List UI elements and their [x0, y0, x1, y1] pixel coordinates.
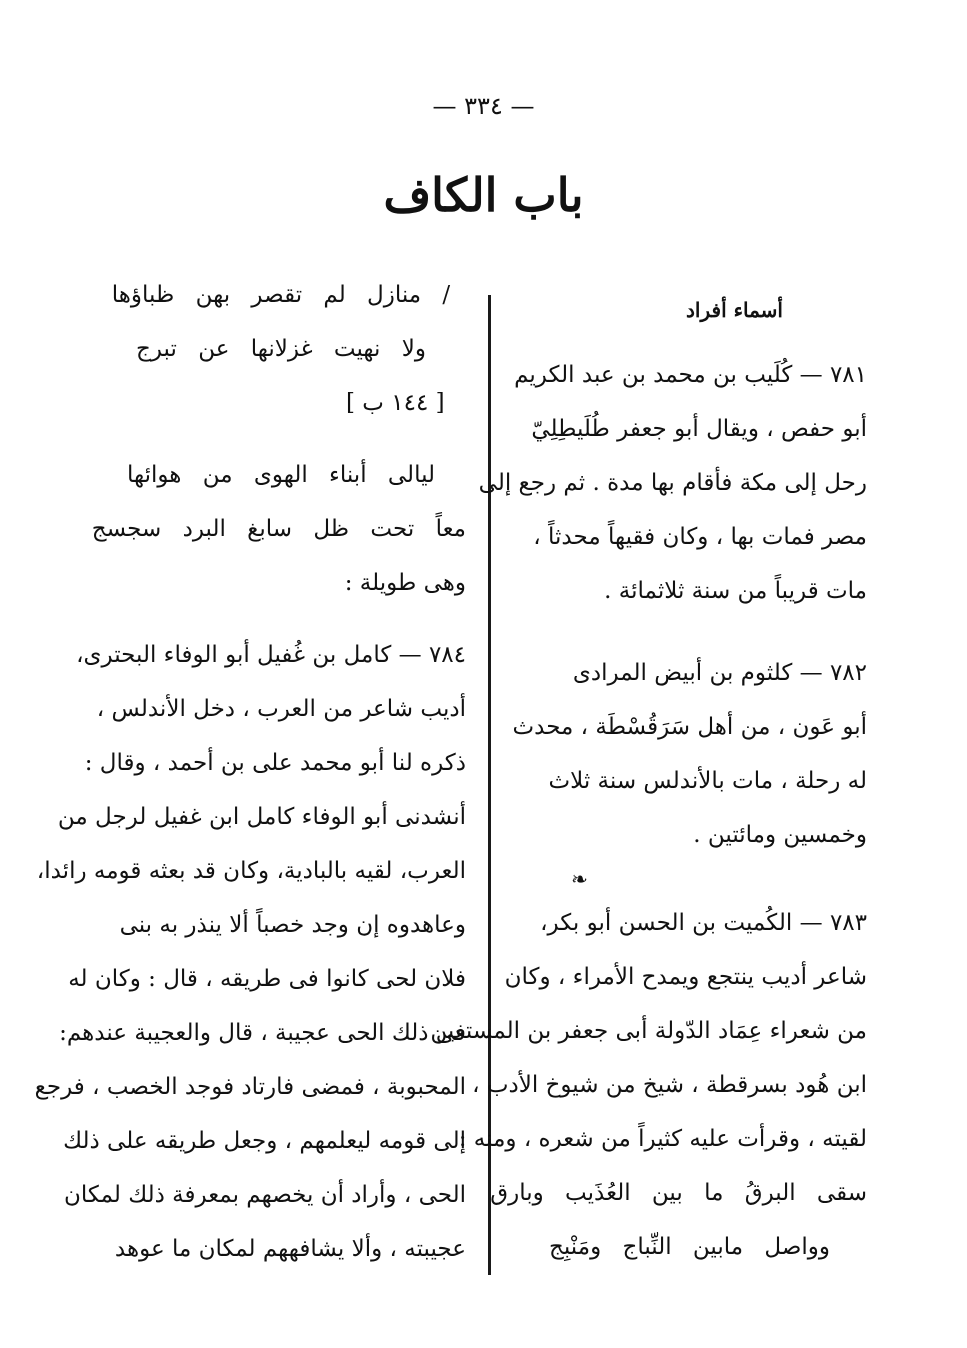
entry-784-line: وعاهدوه إن وجد خصباً ألا ينذر به بنى [119, 912, 466, 938]
entry-781-line: مات قريباً من سنة ثلاثمائة . [604, 578, 867, 604]
verse-line: سقى البرقُ ما بين العُذَيب وبارق [490, 1180, 867, 1206]
left-column [34, 268, 466, 1276]
page-number: — ٣٣٤ — [432, 92, 535, 120]
entry-784-line: الحى ، وأراد أن يخصهم بمعرفة ذلك لمكان [64, 1182, 466, 1208]
right-column [430, 290, 867, 1274]
ornament-icon: ❧ [571, 867, 588, 891]
verse-note: وهى طويلة : [344, 570, 466, 596]
entry-784-line: عجيبته ، وألا يشافههم لمكان ما عوهد [114, 1236, 466, 1262]
entry-784-line: أنشدنى أبو الوفاء كامل ابن غفيل لرجل من [57, 804, 466, 830]
entry-784-line: إلى قومه ليعلمهم ، وجعل طريقه على ذلك [63, 1128, 466, 1154]
entry-784-line: ذكره لنا أبو محمد على بن أحمد ، وقال : [84, 750, 466, 776]
entry-784-line: ٧٨٤ — كامل بن غُفيل أبو الوفاء البحترى، [76, 642, 466, 668]
verse-line: / منازل لم تقصر بهن ظباؤها [111, 282, 451, 308]
verse-line: ليالى أبناء الهوى من هوائها [126, 462, 436, 488]
entry-783-line: ٧٨٣ — الكُميت بن الحسن أبو بكر، [540, 910, 867, 936]
entry-781-line: أبو حفص ، ويقال أبو جعفر طُلَيطِلِيّ [531, 416, 867, 442]
entry-784-line: فى ذلك الحى عجيبة ، قال والعجيبة عندهم: [59, 1020, 466, 1046]
verse-line: ولا نهيت غزلانها عن تبرج [136, 336, 426, 362]
entry-783-line: لقيته ، وقرأت عليه كثيراً من شعره ، ومنه : [458, 1126, 867, 1152]
entry-783-line: من شعراء عِمَاد الدّولة أبى جعفر بن المستعين [430, 1018, 867, 1044]
section-heading: أسماء أفراد [686, 298, 783, 322]
entry-781-line: ٧٨١ — كُلَيب بن محمد بن عبد الكريم [514, 362, 867, 388]
entry-783-line: ابن هُود بسرقطة ، شيخ من شيوخ الأدب ، [472, 1072, 867, 1098]
entry-784-line: أديب شاعر من العرب ، دخل الأندلس ، [96, 696, 466, 722]
folio-reference: [ ١٤٤ ب ] [346, 390, 445, 416]
entry-782-line: أبو عَون ، من أهل سَرَقُسْطَة ، محدث [512, 714, 867, 740]
entry-782-line: ٧٨٢ — كلثوم بن أبيض المرادى [572, 660, 867, 686]
entry-783-line: شاعر أديب ينتجع ويمدح الأمراء ، وكان [504, 964, 867, 990]
chapter-title: باب الكاف [383, 168, 584, 222]
entry-781-line: مصر فمات بها ، وكان فقيهاً محدثاً ، [533, 524, 867, 550]
verse-line: وواصل مابين النِّباج ومَنْبِج [549, 1234, 830, 1260]
verse-line: معاً تحت ظل سابغ البرد سجسج [91, 516, 466, 542]
entry-782-line: وخمسين ومائتين . [693, 822, 867, 848]
entry-784-line: فلان لحى كانوا فى طريقه ، قال : وكان له [68, 966, 466, 992]
entry-784-line: المحبوبة ، فمضى فارتاد فوجد الخصب ، فرجع [34, 1074, 466, 1100]
entry-784-line: العرب، لقيه بالبادية، وكان قد بعثه قومه رائدا، [36, 858, 466, 884]
entry-782-line: له رحلة ، مات بالأندلس سنة ثلاث [548, 768, 867, 794]
entry-781-line: رحل إلى مكة فأقام بها مدة . ثم رجع إلى [478, 470, 867, 496]
